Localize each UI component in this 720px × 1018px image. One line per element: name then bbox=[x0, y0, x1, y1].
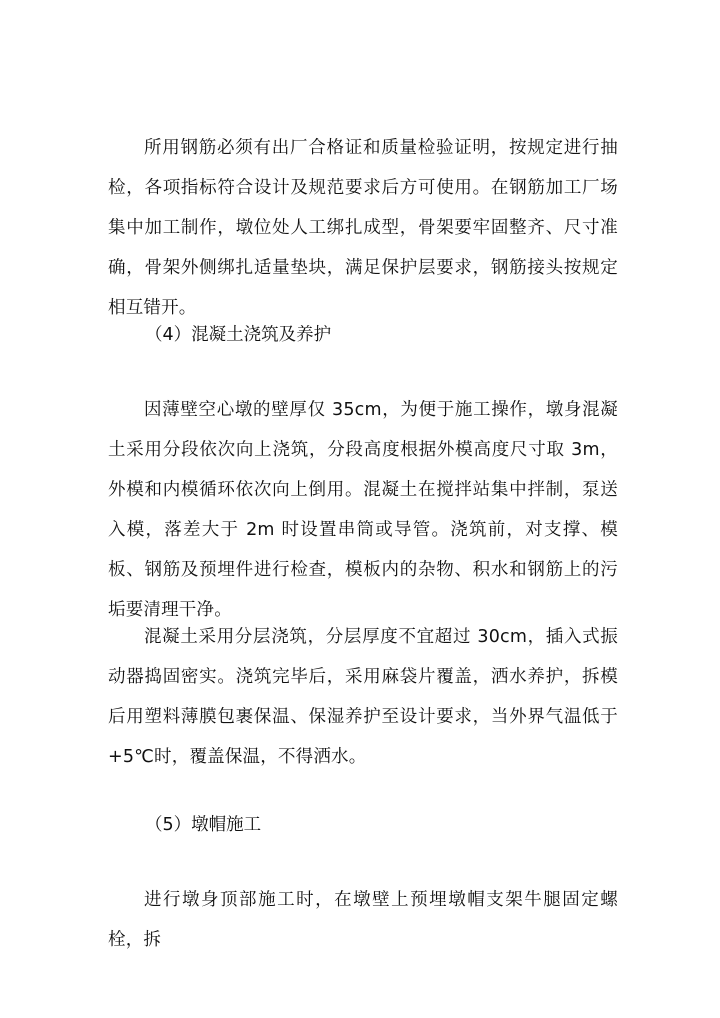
paragraph-segmented-pouring: 因薄壁空心墩的壁厚仅 35cm，为便于施工操作，墩身混凝土采用分段依次向上浇筑，分段高度根据外模高度尺寸取 3m，外模和内模循环依次向上倒用。混凝土在搅拌站集中拌制，泵送入模，落差大于 2m 时设置串筒或导管。浇筑前，对支撑、模板、钢筋及预埋件进行检查，模板内的杂物、积水和钢筋上的污垢要清理干净。 bbox=[108, 400, 618, 620]
section-heading-concrete-pouring: （4）混凝土浇筑及养护 bbox=[145, 325, 332, 345]
section-heading-pier-cap: （5）墩帽施工 bbox=[145, 815, 262, 835]
paragraph-rebar-requirements: 所用钢筋必须有出厂合格证和质量检验证明，按规定进行抽检，各项指标符合设计及规范要求后方可使用。在钢筋加工厂场集中加工制作，墩位处人工绑扎成型，骨架要牢固整齐、尺寸准确，骨架外侧绑扎适量垫块，满足保护层要求，钢筋接头按规定相互错开。 bbox=[108, 138, 618, 318]
paragraph-pier-cap-construction: 进行墩身顶部施工时，在墩壁上预埋墩帽支架牛腿固定螺栓，拆 bbox=[108, 890, 618, 950]
paragraph-layered-pouring-curing: 混凝土采用分层浇筑，分层厚度不宜超过 30cm，插入式振动器捣固密实。浇筑完毕后，采用麻袋片覆盖，洒水养护，拆模后用塑料薄膜包裹保温、保湿养护至设计要求，当外界气温低于+5℃时，覆盖保温，不得洒水。 bbox=[108, 627, 618, 767]
